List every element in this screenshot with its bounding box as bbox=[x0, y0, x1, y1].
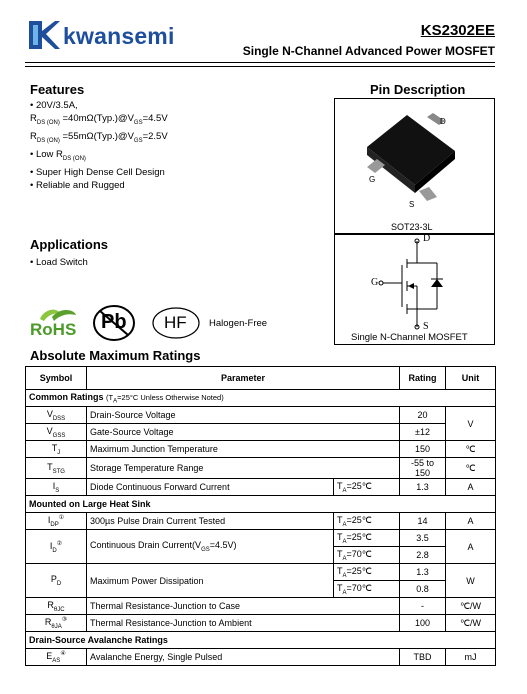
kwansemi-k-icon bbox=[27, 19, 61, 51]
symbol-s-label: S bbox=[423, 321, 429, 332]
section-row: Mounted on Large Heat Sink bbox=[26, 496, 496, 513]
ratings-heading: Absolute Maximum Ratings bbox=[30, 348, 201, 363]
header-rule bbox=[25, 62, 495, 63]
pin-d-label: D bbox=[440, 117, 446, 126]
feature-item: • Low $R_{DS (ON)}$ bbox=[30, 148, 86, 162]
rohs-label: RoHS bbox=[30, 320, 77, 339]
pin-g-label: G bbox=[369, 175, 376, 184]
table-row: $P_D$ Maximum Power Dissipation $T_A=25℃$ 1.3 W bbox=[26, 564, 496, 581]
brand-name: kwansemi bbox=[63, 23, 175, 49]
features-list bbox=[30, 99, 168, 192]
col-rating: Rating bbox=[400, 367, 446, 390]
header-rule-2 bbox=[25, 66, 495, 67]
brand-logo bbox=[27, 19, 61, 56]
symbol-g-label: G bbox=[371, 277, 379, 288]
pin-s-label: S bbox=[409, 200, 415, 209]
pb-label: Pb bbox=[101, 311, 127, 333]
table-row: $R_{\theta JC}$ Thermal Resistance-Junction to Case - ℃/W bbox=[26, 598, 496, 615]
table-row: $E_{AS}^④$ Avalanche Energy, Single Pulsed TBD mJ bbox=[26, 649, 496, 666]
section-row: Drain-Source Avalanche Ratings bbox=[26, 632, 496, 649]
table-row: $T_A=70℃$ 0.8 bbox=[26, 581, 496, 598]
feature-item: $R_{DS (ON)}$ $=55m\Omega(Typ.)@V_{GS}=2.5V$ bbox=[30, 130, 168, 144]
symbol-d-label: D bbox=[423, 233, 431, 244]
applications-heading: Applications bbox=[30, 237, 109, 252]
hf-label: HF bbox=[164, 313, 187, 332]
package-name: SOT23-3L bbox=[391, 222, 433, 232]
device-subtitle: Single N-Channel Advanced Power MOSFET bbox=[242, 44, 495, 58]
table-row: $V_{DSS}$ Drain-Source Voltage 20 V bbox=[26, 407, 496, 424]
col-symbol: Symbol bbox=[26, 367, 87, 390]
table-row: $V_{GSS}$ Gate-Source Voltage ±12 bbox=[26, 424, 496, 441]
table-header-row bbox=[26, 367, 496, 390]
pin-description-heading: Pin Description bbox=[370, 82, 466, 97]
halogen-free-label: Halogen-Free bbox=[209, 318, 268, 329]
sot23-package-icon bbox=[335, 99, 494, 219]
feature-item: • Super High Dense Cell Design bbox=[30, 166, 165, 178]
table-row: $T_A=70℃$ 2.8 bbox=[26, 547, 496, 564]
lead-free-badge bbox=[92, 304, 136, 342]
part-number: KS2302EE bbox=[420, 22, 495, 39]
table-row: $T_J$ Maximum Junction Temperature 150 ℃ bbox=[26, 441, 496, 458]
features-heading: Features bbox=[30, 82, 85, 97]
col-parameter: Parameter bbox=[87, 367, 400, 390]
table-row: $T_{STG}$ Storage Temperature Range -55 to 150 ℃ bbox=[26, 458, 496, 479]
section-row: Common Ratings ($T_A=25^\circ C$ Unless Otherwise Noted) bbox=[26, 390, 496, 407]
halogen-free-badge bbox=[152, 307, 200, 339]
feature-item: $R_{DS (ON)}$ $=40m\Omega(Typ.)@V_{GS}=4.5V$ bbox=[30, 113, 168, 126]
table-row: $I_D^②$ Continuous Drain $Current(V_{GS}=4.5V)$ $T_A=25℃$ 3.5 A bbox=[26, 530, 496, 547]
applications-list: • Load Switch bbox=[30, 257, 88, 268]
mosfet-symbol-icon bbox=[335, 235, 494, 335]
symbol-box bbox=[334, 234, 495, 345]
ratings-table bbox=[25, 366, 496, 666]
col-unit: Unit bbox=[446, 367, 496, 390]
table-row: $I_S$ Diode Continuous Forward Current $T_A=25℃$ 1.3 A bbox=[26, 479, 496, 496]
symbol-caption: Single N-Channel MOSFET bbox=[351, 332, 468, 343]
table-row: $R_{\theta JA}^③$ Thermal Resistance-Junction to Ambient 100 ℃/W bbox=[26, 615, 496, 632]
feature-item: • Reliable and Rugged bbox=[30, 179, 125, 191]
package-box bbox=[334, 98, 495, 234]
table-row: $I_{DP}^①$ 300µs Pulse Drain Current Tested $T_A=25℃$ 14 A bbox=[26, 513, 496, 530]
feature-item: • 20V/3.5A, bbox=[30, 100, 78, 111]
